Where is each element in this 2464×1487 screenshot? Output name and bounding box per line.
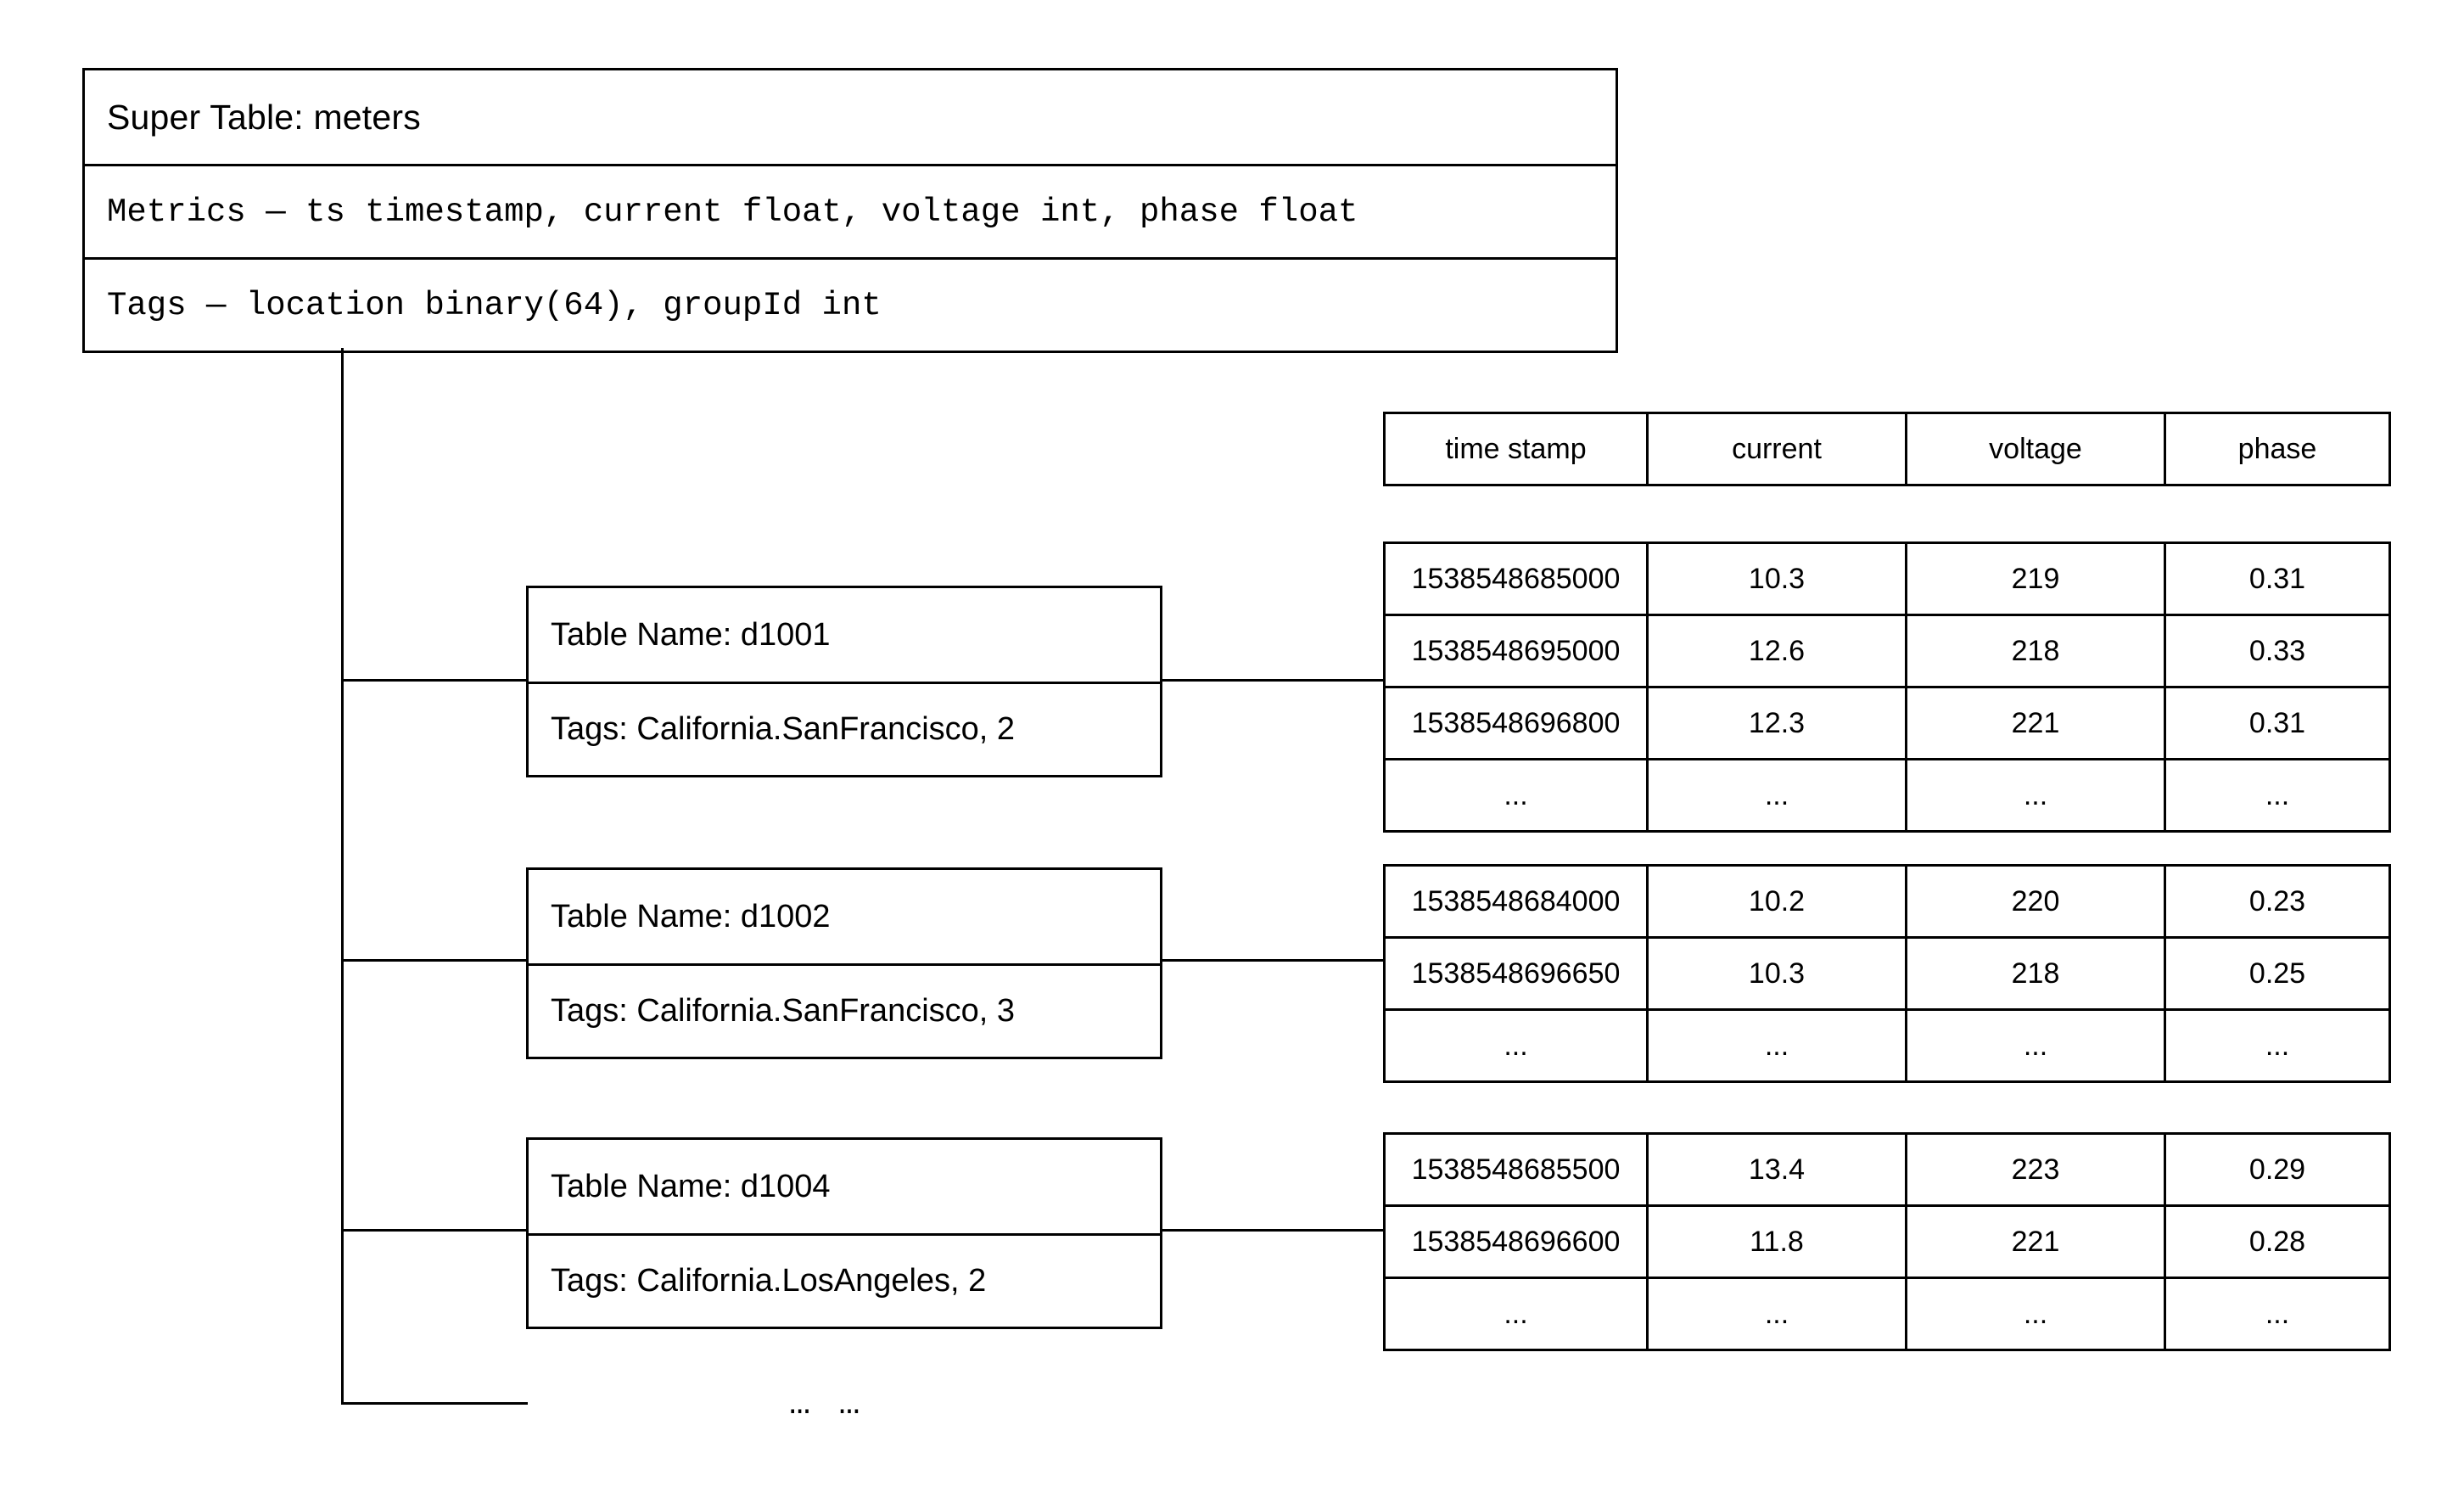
cell-voltage: 220 <box>1907 866 2165 938</box>
super-table-box <box>82 68 1618 353</box>
branch-line-d1004 <box>341 1229 528 1232</box>
super-table-tags-row <box>85 257 1616 351</box>
cell-phase: 0.33 <box>2165 615 2390 687</box>
column-header-voltage: voltage <box>1907 413 2165 485</box>
cell-voltage: 221 <box>1907 1206 2165 1278</box>
table-row <box>1385 687 2390 760</box>
cell-phase: 0.28 <box>2165 1206 2390 1278</box>
cell-phase: 0.29 <box>2165 1134 2390 1206</box>
cell-timestamp: ... <box>1385 760 1648 832</box>
child-table-tags-d1002: Tags: California.SanFrancisco, 3 <box>529 963 1160 1057</box>
cell-current: 10.3 <box>1648 543 1907 615</box>
branch-line-more <box>341 1402 528 1405</box>
cell-current: 10.3 <box>1648 938 1907 1010</box>
cell-voltage: ... <box>1907 1278 2165 1350</box>
cell-voltage: ... <box>1907 1010 2165 1082</box>
cell-voltage: 218 <box>1907 938 2165 1010</box>
table-row <box>1385 938 2390 1010</box>
cell-current: 10.2 <box>1648 866 1907 938</box>
cell-timestamp: 1538548696600 <box>1385 1206 1648 1278</box>
cell-phase: ... <box>2165 1010 2390 1082</box>
branch-line-d1001 <box>341 679 528 682</box>
cell-current: 12.3 <box>1648 687 1907 760</box>
cell-voltage: 223 <box>1907 1134 2165 1206</box>
column-header-phase: phase <box>2165 413 2390 485</box>
child-table-tags-d1001: Tags: California.SanFrancisco, 2 <box>529 682 1160 775</box>
table-row-ellipsis <box>1385 1010 2390 1082</box>
cell-timestamp: 1538548696800 <box>1385 687 1648 760</box>
super-table-title: Super Table: meters <box>107 97 421 137</box>
table-row <box>1385 543 2390 615</box>
table-row <box>1385 866 2390 938</box>
table-row <box>1385 1134 2390 1206</box>
child-table-name-d1002: Table Name: d1002 <box>551 898 831 934</box>
cell-current: 13.4 <box>1648 1134 1907 1206</box>
cell-voltage: 218 <box>1907 615 2165 687</box>
child-table-name-d1004: Table Name: d1004 <box>551 1168 831 1204</box>
cell-timestamp: 1538548685500 <box>1385 1134 1648 1206</box>
child-table-box-d1002 <box>526 867 1162 1059</box>
cell-voltage: 221 <box>1907 687 2165 760</box>
branch-line-d1002 <box>341 959 528 962</box>
link-line-d1001-data <box>1162 679 1385 682</box>
cell-current: ... <box>1648 1278 1907 1350</box>
link-line-d1002-data <box>1162 959 1385 962</box>
cell-phase: 0.31 <box>2165 543 2390 615</box>
cell-timestamp: 1538548695000 <box>1385 615 1648 687</box>
link-line-d1004-data <box>1162 1229 1385 1232</box>
trunk-vertical-line <box>341 348 344 1405</box>
cell-phase: 0.25 <box>2165 938 2390 1010</box>
cell-timestamp: ... <box>1385 1278 1648 1350</box>
cell-current: ... <box>1648 1010 1907 1082</box>
table-header-row <box>1385 413 2390 485</box>
data-table-d1001 <box>1383 541 2391 833</box>
table-row <box>1385 1206 2390 1278</box>
child-table-box-d1001 <box>526 586 1162 777</box>
child-table-name-d1001: Table Name: d1001 <box>551 616 831 653</box>
table-row <box>1385 615 2390 687</box>
cell-timestamp: ... <box>1385 1010 1648 1082</box>
super-table-metrics-row <box>85 164 1616 257</box>
child-table-box-d1004 <box>526 1137 1162 1329</box>
cell-timestamp: 1538548684000 <box>1385 866 1648 938</box>
more-tables-ellipsis: … … <box>789 1383 864 1424</box>
super-table-tags: Tags — location binary(64), groupId int <box>107 286 882 324</box>
data-table-d1004 <box>1383 1132 2391 1351</box>
data-table-d1002 <box>1383 864 2391 1083</box>
cell-phase: 0.31 <box>2165 687 2390 760</box>
cell-current: 11.8 <box>1648 1206 1907 1278</box>
cell-current: 12.6 <box>1648 615 1907 687</box>
cell-phase: ... <box>2165 1278 2390 1350</box>
table-row-ellipsis <box>1385 1278 2390 1350</box>
cell-current: ... <box>1648 760 1907 832</box>
column-header-current: current <box>1648 413 1907 485</box>
cell-timestamp: 1538548685000 <box>1385 543 1648 615</box>
column-header-timestamp: time stamp <box>1385 413 1648 485</box>
cell-voltage: ... <box>1907 760 2165 832</box>
child-table-tags-d1004: Tags: California.LosAngeles, 2 <box>529 1233 1160 1327</box>
cell-phase: ... <box>2165 760 2390 832</box>
cell-voltage: 219 <box>1907 543 2165 615</box>
super-table-metrics: Metrics — ts timestamp, current float, voltage int, phase float <box>107 193 1358 231</box>
data-table-header <box>1383 412 2391 486</box>
super-table-title-row <box>85 70 1616 164</box>
cell-timestamp: 1538548696650 <box>1385 938 1648 1010</box>
table-row-ellipsis <box>1385 760 2390 832</box>
cell-phase: 0.23 <box>2165 866 2390 938</box>
